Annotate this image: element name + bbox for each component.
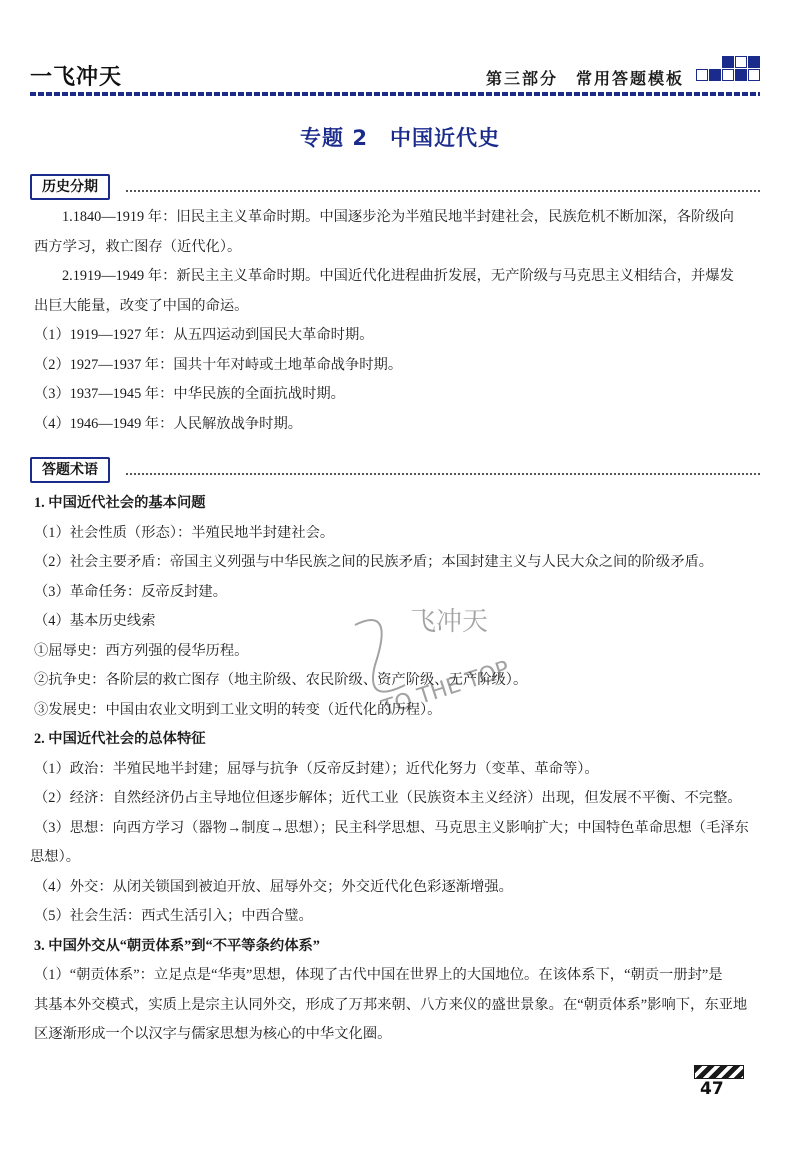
subheading: 1. 中国近代社会的基本问题 [34,495,206,511]
watermark-english: TO THE TOP [378,656,513,722]
periods-body [34,203,760,439]
text-line: （1）社会性质（形态）：半殖民地半封建社会。 [34,524,335,541]
brand-logo: 一飞冲天 [30,65,123,90]
text-line: （2）社会主要矛盾：帝国主义列强与中华民族之间的民族矛盾；本国封建主义与人民大众之间的阶级矛盾。 [34,554,714,570]
text-line: （4）基本历史线索 [34,613,156,629]
text-line: （3）革命任务：反帝反封建。 [34,583,228,600]
page-number-stripe [694,1065,744,1079]
text-line: （3）1937—1945 年：中华民族的全面抗战时期。 [34,386,345,402]
text-line: （2）1927—1937 年：国共十年对峙或土地革命战争时期。 [34,356,403,373]
section-header-periods [30,174,760,200]
text-line: 思想）。 [30,849,81,865]
page-title: 专题 2 中国近代史 [300,126,500,150]
text-line: 出巨大能量，改变了中国的命运。 [34,297,249,314]
header-divider [30,92,760,96]
text-line: ①屈辱史：西方列强的侵华历程。 [34,642,249,659]
text-line: （5）社会生活：西式生活引入；中西合璧。 [34,908,313,924]
dotted-divider [126,190,760,192]
text-line: 西方学习，救亡图存（近代化）。 [34,238,242,255]
text-line: （2）经济：自然经济仍占主导地位但逐步解体；近代工业（民族资本主义经济）出现，但发展不平衡、不完整。 [34,790,742,806]
watermark-chinese: 飞冲天 [410,607,489,637]
subheading: 2. 中国近代社会的总体特征 [34,731,206,747]
text-line: 1.1840—1919 年：旧民主主义革命时期。中国逐步沦为半殖民地半封建社会，民族危机不断加深，各阶级向 [62,209,734,225]
text-line: （4）外交：从闭关锁国到被迫开放、屈辱外交；外交近代化色彩逐渐增强。 [34,878,513,895]
page-header [30,56,760,96]
grid-logo-icon [696,56,760,96]
subheading: 3. 中国外交从“朝贡体系”到“不平等条约体系” [34,937,320,954]
terms-body [30,489,760,1050]
dotted-divider [126,473,760,475]
text-line: （1）1919—1927 年：从五四运动到国民大革命时期。 [34,327,374,343]
section-tag: 历史分期 [30,174,110,200]
text-line: 其基本外交模式，实质上是宗主认同外交，形成了万邦来朝、八方来仪的盛世景象。在“朝贡体系”影响下，东亚地 [34,996,748,1013]
page-number-box [694,1065,742,1105]
page-number: 47 [700,1079,724,1099]
text-line: ②抗争史：各阶层的救亡图存（地主阶级、农民阶级、资产阶级、无产阶级）。 [34,672,528,688]
section-header-terms [30,457,760,483]
text-line: 区逐渐形成一个以汉字与儒家思想为核心的中华文化圈。 [34,1026,392,1042]
text-line: ③发展史：中国由农业文明到工业文明的转变（近代化的历程）。 [34,701,442,718]
text-line: （3）思想：向西方学习（器物→制度→思想）；民主科学思想、马克思主义影响扩大；中国特色革命思想（毛泽东 [34,819,749,836]
text-line: （1）政治：半殖民地半封建；屈辱与抗争（反帝反封建）；近代化努力（变革、革命等）。 [34,760,599,777]
text-line: （4）1946—1949 年：人民解放战争时期。 [34,415,303,432]
text-line: （1）“朝贡体系”：立足点是“华夷”思想，体现了古代中国在世界上的大国地位。在该体系下，“朝贡一册封”是 [34,967,723,983]
section-label: 第三部分 常用答题模板 [485,69,684,88]
section-tag: 答题术语 [30,457,110,483]
text-line: 2.1919—1949 年：新民主主义革命时期。中国近代化进程曲折发展，无产阶级与马克思主义相结合，并爆发 [62,268,734,284]
